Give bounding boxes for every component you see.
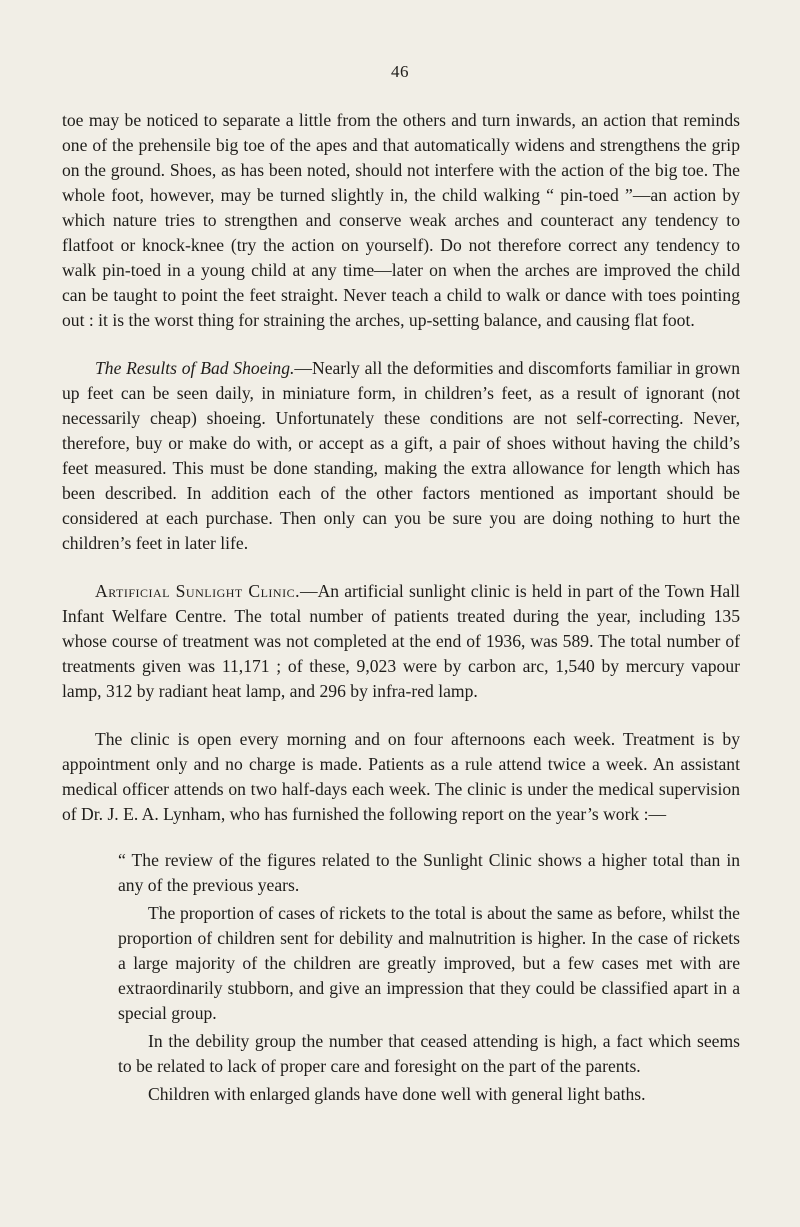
page-number: 46 [391,62,409,81]
quote-paragraph-debility: In the debility group the number that ceased attending is high, a fact which seems to be related to lack of proper care and foresight on the part of the parents. [118,1031,740,1076]
paragraph-sunlight-clinic [62,579,740,704]
report-quote [118,848,740,1107]
paragraph-toe-action: toe may be noticed to separate a little from the others and turn inwards, an action that reminds one of the prehensile big toe of the apes and that automatically widens and strengthens the grip on the ground. Shoes, as has been noted, should not interfere with the action of the big toe. The whole foot, however, may be turned slightly in, the child walking “ pin-toed ”—an action by which nature tries to strengthen and conserve weak arches and counteract any tendency to flatfoot or knock-knee (try the action on yourself). Do not therefore correct any tendency to walk pin-toed in a young child at any time—later on when the arches are improved the child can be taught to point the feet straight. Never teach a child to walk or dance with toes pointing out : it is the worst thing for straining the arches, up-setting balance, and causing flat foot. [62,110,740,330]
paragraph-bad-shoeing-body: —Nearly all the deformities and discomforts familiar in grown up feet can be seen daily, in miniature form, in children’s feet, as a result of ignorant (not necessarily cheap) shoeing. Unfortunately these conditions are not self-correcting. Never, therefore, buy or make do with, or accept as a gift, a pair of shoes without having the child’s feet measured. This must be done standing, making the extra allowance for length which has been described. In addition each of the other factors mentioned as important should be considered at each purchase. Then only can you be sure you are doing nothing to hurt the children’s feet in later life. [62,358,740,553]
quote-paragraph-rickets: The proportion of cases of rickets to the total is about the same as before, whilst the proportion of children sent for debility and malnutrition is higher. In the case of rickets a large majority of the children are greatly improved, but a few cases met with are extraordinarily stubborn, and give an impression that they could be classified apart in a special group. [118,903,740,1023]
paragraph-clinic-schedule: The clinic is open every morning and on four afternoons each week. Treatment is by appointment only and no charge is made. Patients as a rule attend twice a week. An assistant medical officer attends on two half-days each week. The clinic is under the medical supervision of Dr. J. E. A. Lynham, who has furnished the following report on the year’s work :— [62,729,740,824]
paragraph-bad-shoeing [62,356,740,556]
quote-paragraph-review: “ The review of the figures related to the Sunlight Clinic shows a higher total than in any of the previous years. [118,850,740,895]
body-text [62,108,740,1110]
quote-paragraph-glands: Children with enlarged glands have done well with general light baths. [148,1084,646,1104]
section-heading-bad-shoeing: The Results of Bad Shoeing. [95,358,295,378]
section-heading-sunlight-clinic: Artificial Sunlight Clinic. [95,581,300,601]
paragraph-sunlight-clinic-body: —An artificial sunlight clinic is held in part of the Town Hall Infant Welfare Centre. The total number of patients treated during the year, including 135 whose course of treatment was not completed at the end of 1936, was 589. The total number of treatments given was 11,171 ; of these, 9,023 were by carbon arc, 1,540 by mercury vapour lamp, 312 by radiant heat lamp, and 296 by infra-red lamp. [62,581,740,701]
